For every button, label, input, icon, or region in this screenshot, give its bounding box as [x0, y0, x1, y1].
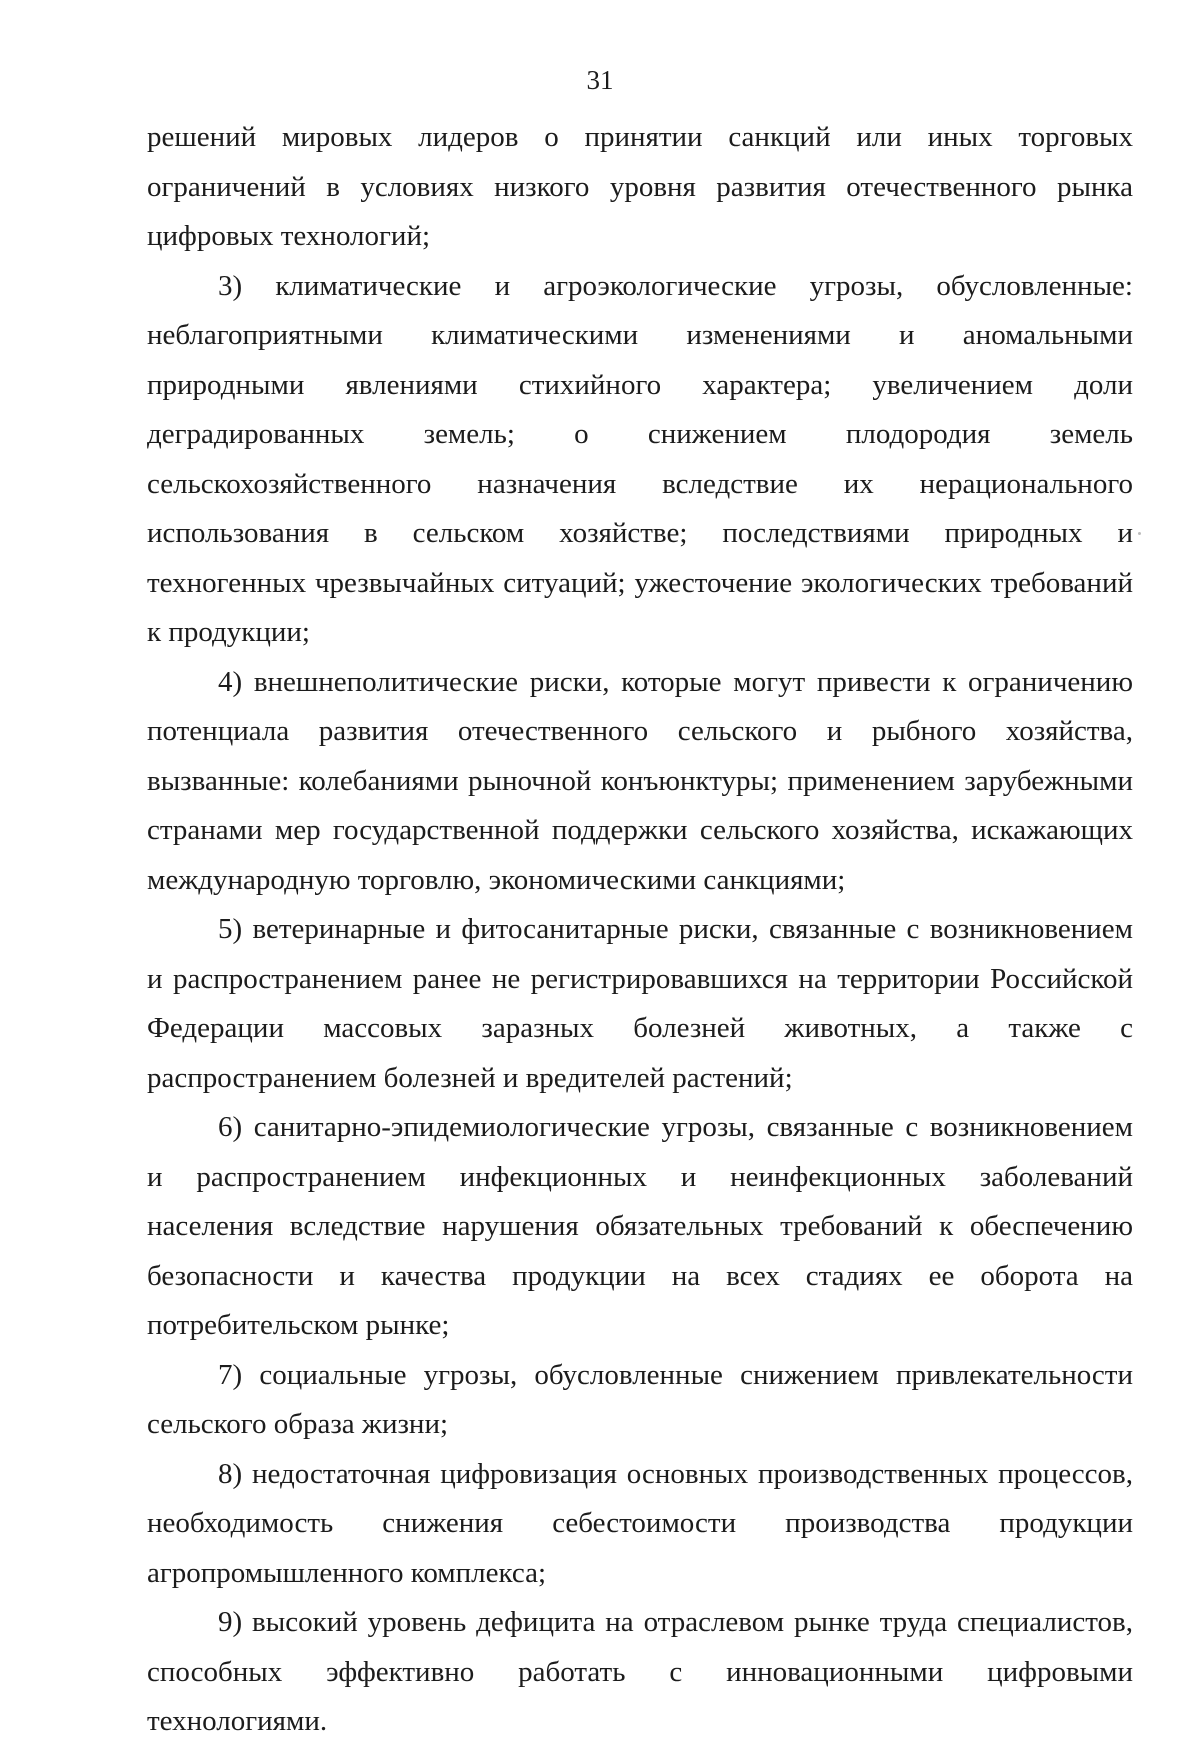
paragraph-item-3: 3) климатические и агроэкологические угрозы, обусловленные: неблагоприятными климатическими изменениями и аномальными природными явлениями стихийного характера; увеличением доли деградированных земель; о снижением плодородия земель сельскохозяйственного назначения вследствие их нерационального использования в сельском хозяйстве; последствиями природных и техногенных чрезвычайных ситуаций; ужесточение экологических требований к продукции;	[147, 269, 1133, 648]
document-body	[147, 113, 1133, 1747]
paragraph-item-6: 6) санитарно-эпидемиологические угрозы, связанные с возникновением и распространением инфекционных и неинфекционных заболеваний населения вследствие нарушения обязательных требований к обеспечению безопасности и качества продукции на всех стадиях ее оборота на потребительском рынке;	[147, 1111, 1133, 1341]
paragraph-continuation: решений мировых лидеров о принятии санкций или иных торговых ограничений в условиях низкого уровня развития отечественного рынка цифровых технологий;	[147, 121, 1133, 252]
page-number: 31	[586, 65, 614, 95]
paragraph-item-4: 4) внешнеполитические риски, которые могут привести к ограничению потенциала развития отечественного сельского и рыбного хозяйства, вызванные: колебаниями рыночной конъюнктуры; применением зарубежными странами мер государственной поддержки сельского хозяйства, искажающих международную торговлю, экономическими санкциями;	[147, 665, 1133, 896]
paragraph-item-5: 5) ветеринарные и фитосанитарные риски, связанные с возникновением и распространением ранее не регистрировавшихся на территории Российской Федерации массовых заразных болезней животных, а также с распространением болезней и вредителей растений;	[147, 913, 1133, 1094]
paragraph-item-7: 7) социальные угрозы, обусловленные снижением привлекательности сельского образа жизни;	[147, 1358, 1133, 1440]
paragraph-item-9: 9) высокий уровень дефицита на отраслевом рынке труда специалистов, способных эффективно работать с инновационными цифровыми технологиями.	[147, 1606, 1133, 1737]
scan-speck	[1138, 532, 1141, 535]
paragraph-item-8: 8) недостаточная цифровизация основных производственных процессов, необходимость снижения себестоимости производства продукции агропромышленного комплекса;	[147, 1457, 1133, 1589]
